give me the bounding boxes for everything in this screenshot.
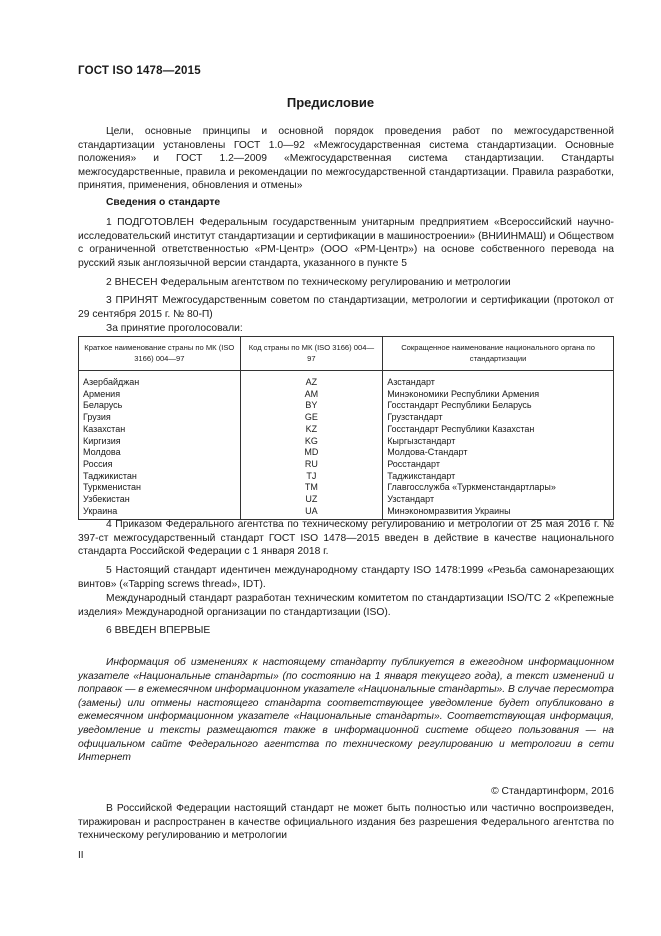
table-row xyxy=(79,400,614,412)
country-cell: Армения xyxy=(79,389,241,401)
section-heading: Сведения о стандарте xyxy=(106,197,221,208)
table-row xyxy=(79,471,614,483)
authority-cell: Госстандарт Республики Беларусь xyxy=(383,400,614,412)
item-2-paragraph: 2 ВНЕСЕН Федеральным агентством по техническому регулированию и метрологии xyxy=(106,277,511,288)
authority-cell: Минэкономики Республики Армения xyxy=(383,389,614,401)
item-1-paragraph: 1 ПОДГОТОВЛЕН Федеральным государственным унитарным предприятием «Всероссийский научно-исследовательский институт стандартизации и сертификации в машиностроении» (ВНИИНМАШ) и Обществом с ограниченной ответственностью «РМ-Центр» (ООО «РМ-Центр») на основе собственного перевода на русский язык англоязычной версии стандарта, указанного в пункте 5 xyxy=(78,217,614,269)
reproduction-notice-paragraph: В Российской Федерации настоящий стандарт не может быть полностью или частично воспроизведен, тиражирован и распространен в качестве официального издания без разрешения Федерального агентства по техническому регулированию и метрологии xyxy=(78,803,614,842)
country-cell: Туркменистан xyxy=(79,482,241,494)
code-cell: GE xyxy=(240,412,383,424)
table-row xyxy=(79,459,614,471)
voting-countries-table xyxy=(78,336,614,520)
authority-cell: Минэкономразвития Украины xyxy=(383,506,614,520)
item-5-note-paragraph: Международный стандарт разработан техническим комитетом по стандартизации ISO/TC 2 «Крепежные изделия» Международной организации по стандартизации (ISO). xyxy=(78,593,614,618)
item-5-paragraph: 5 Настоящий стандарт идентичен международному стандарту ISO 1478:1999 «Резьба самонарезающих винтов» («Tapping screws thread», IDT). xyxy=(78,565,614,590)
authority-cell: Госстандарт Республики Казахстан xyxy=(383,424,614,436)
column-header-authority: Сокращенное наименование национального органа по стандартизации xyxy=(383,337,614,371)
table-row xyxy=(79,494,614,506)
country-cell: Таджикистан xyxy=(79,471,241,483)
country-cell: Казахстан xyxy=(79,424,241,436)
code-cell: KZ xyxy=(240,424,383,436)
code-cell: RU xyxy=(240,459,383,471)
country-cell: Азербайджан xyxy=(79,371,241,389)
authority-cell: Росстандарт xyxy=(383,459,614,471)
country-cell: Украина xyxy=(79,506,241,520)
intro-paragraph: Цели, основные принципы и основной порядок проведения работ по межгосударственной стандартизации установлены ГОСТ 1.0—92 «Межгосударственная система стандартизации. Основные положения» и ГОСТ 1.2—2009 «Межгосударственная система стандартизации. Стандарты межгосударственные, правила и рекомендации по межгосударственной стандартизации. Правила разработки, принятия, применения, обновления и отмены» xyxy=(78,126,614,192)
country-cell: Беларусь xyxy=(79,400,241,412)
page-number: II xyxy=(78,850,84,861)
info-notice-paragraph: Информация об изменениях к настоящему стандарту публикуется в ежегодном информационном указателе «Национальные стандарты» (по состоянию на 1 января текущего года), а текст изменений и поправок — в ежемесячном информационном указателе «Национальные стандарты». В случае пересмотра (замены) или отмены настоящего стандарта соответствующее уведомление будет опубликовано в ежемесячном информационном указателе «Национальные стандарты». Соответствующая информация, уведомление и тексты размещаются также в информационной системе общего пользования — на официальном сайте Федерального агентства по техническому регулированию и метрологии в сети Интернет xyxy=(78,657,614,764)
table-row xyxy=(79,482,614,494)
code-cell: KG xyxy=(240,436,383,448)
authority-cell: Таджикстандарт xyxy=(383,471,614,483)
country-cell: Узбекистан xyxy=(79,494,241,506)
item-4-paragraph: 4 Приказом Федерального агентства по техническому регулированию и метрологии от 25 мая 2016 г. № 397-ст межгосударственный стандарт ГОСТ ISO 1478—2015 введен в действие в качестве национального стандарта Российской Федерации с 1 января 2018 г. xyxy=(78,519,614,558)
table-row xyxy=(79,412,614,424)
code-cell: TM xyxy=(240,482,383,494)
code-cell: MD xyxy=(240,447,383,459)
code-cell: AM xyxy=(240,389,383,401)
vote-intro: За принятие проголосовали: xyxy=(106,323,243,334)
table-row xyxy=(79,371,614,389)
code-cell: TJ xyxy=(240,471,383,483)
page-title: Предисловие xyxy=(286,95,375,110)
country-cell: Молдова xyxy=(79,447,241,459)
copyright-line: © Стандартинформ, 2016 xyxy=(491,786,614,797)
authority-cell: Главгосслужба «Туркменстандартлары» xyxy=(383,482,614,494)
code-cell: AZ xyxy=(240,371,383,389)
column-header-country: Краткое наименование страны по МК (ISO 3166) 004—97 xyxy=(79,337,241,371)
code-cell: BY xyxy=(240,400,383,412)
item-6-paragraph: 6 ВВЕДЕН ВПЕРВЫЕ xyxy=(106,625,211,636)
table-row xyxy=(79,447,614,459)
table-header-row xyxy=(79,337,614,371)
country-cell: Россия xyxy=(79,459,241,471)
authority-cell: Кыргызстандарт xyxy=(383,436,614,448)
column-header-code: Код страны по МК (ISO 3166) 004—97 xyxy=(240,337,383,371)
document-code-header: ГОСТ ISO 1478—2015 xyxy=(78,65,201,77)
country-cell: Грузия xyxy=(79,412,241,424)
authority-cell: Грузстандарт xyxy=(383,412,614,424)
authority-cell: Молдова-Стандарт xyxy=(383,447,614,459)
code-cell: UA xyxy=(240,506,383,520)
code-cell: UZ xyxy=(240,494,383,506)
country-cell: Киргизия xyxy=(79,436,241,448)
authority-cell: Азстандарт xyxy=(383,371,614,389)
table-row xyxy=(79,436,614,448)
table-row xyxy=(79,424,614,436)
table-row xyxy=(79,389,614,401)
authority-cell: Узстандарт xyxy=(383,494,614,506)
item-3-paragraph: 3 ПРИНЯТ Межгосударственным советом по стандартизации, метрологии и сертификации (протокол от 29 сентября 2015 г. № 80-П) xyxy=(78,295,614,320)
